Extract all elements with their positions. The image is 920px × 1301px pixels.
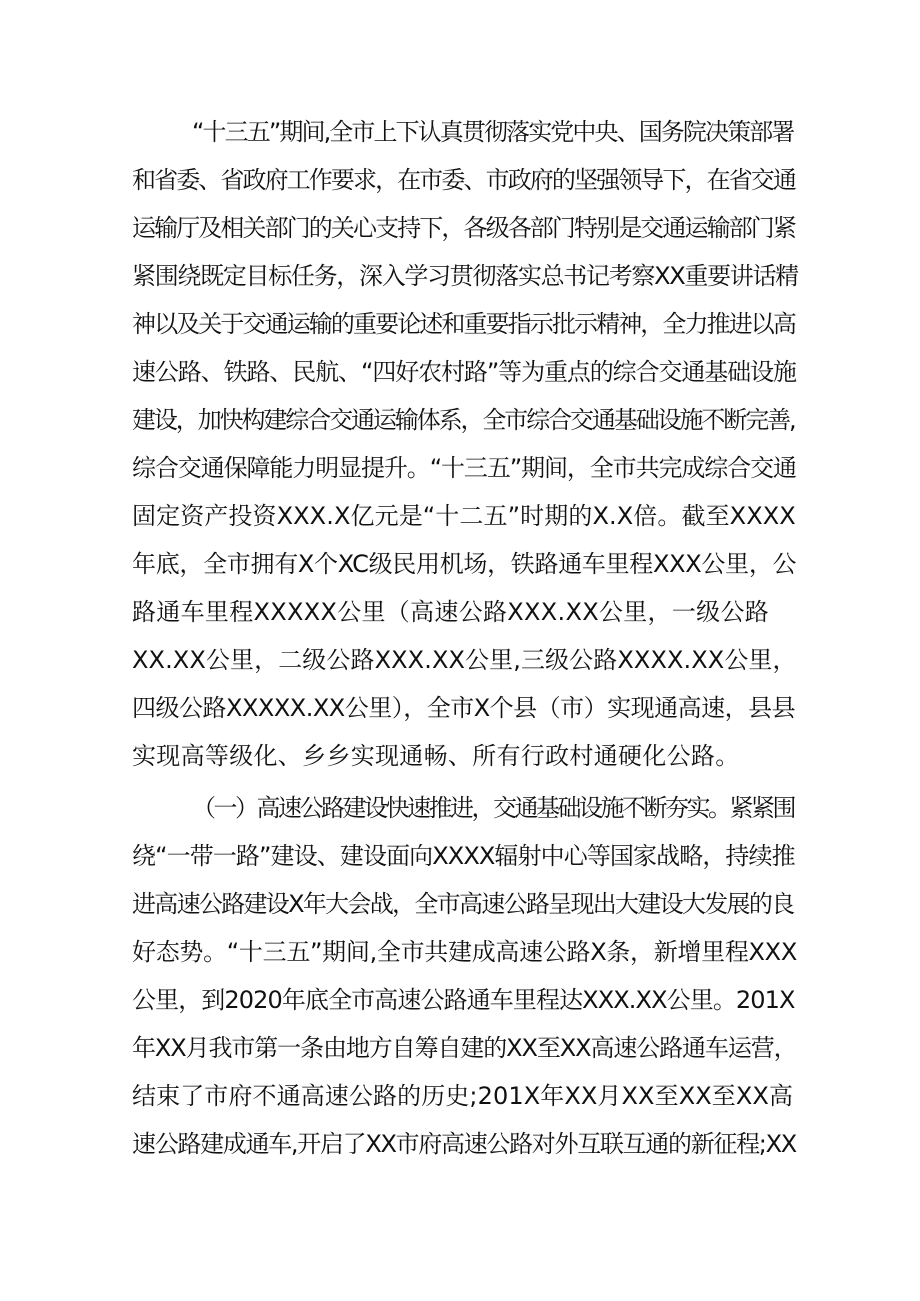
text-line: “十三五”期间,全市上下认真贯彻落实党中央、国务院决策部署: [192, 118, 794, 146]
text-line: 建设，加快构建综合交通运输体系，全市综合交通基础设施不断完善,: [132, 406, 795, 434]
text-line: 进高速公路建设X年大会战，全市高速公路呈现出大建设大发展的良: [132, 890, 794, 918]
text-line: XX.XX公里，二级公路XXX.XX公里,三级公路XXXX.XX公里，: [132, 646, 797, 674]
text-line: 运输厅及相关部门的关心支持下，各级各部门特别是交通运输部门紧: [132, 214, 795, 242]
text-line: 好态势。“十三五”期间,全市共建成高速公路X条，新增里程XXX: [132, 938, 797, 966]
text-line: 结束了市府不通高速公路的历史;201X年XX月XX至XX至XX高: [132, 1082, 794, 1110]
text-line: 年XX月我市第一条由地方自筹自建的XX至XX高速公路通车运营，: [132, 1034, 797, 1062]
text-line: 速公路建成通车,开启了XX市府高速公路对外互联互通的新征程;XX: [132, 1130, 796, 1158]
text-line: 路通车里程XXXXX公里（高速公路XXX.XX公里，一级公路: [132, 598, 770, 626]
text-line: 固定资产投资XXX.X亿元是“十二五”时期的X.X倍。截至XXXX: [132, 502, 796, 530]
text-line: 实现高等级化、乡乡实现通畅、所有行政村通硬化公路。: [132, 742, 740, 770]
text-line: 紧围绕既定目标任务，深入学习贯彻落实总书记考察XX重要讲话精: [132, 262, 798, 290]
text-line: 年底，全市拥有X个XC级民用机场，铁路通车里程XXX公里，公: [132, 550, 797, 578]
text-line: 绕“一带一路”建设、建设面向XXXX辐射中心等国家战略，持续推: [132, 842, 795, 870]
text-line: 公里，到2020年底全市高速公路通车里程达XXX.XX公里。201X: [132, 986, 795, 1014]
text-line: 速公路、铁路、民航、“四好农村路”等为重点的综合交通基础设施: [132, 358, 796, 386]
text-line: 神以及关于交通运输的重要论述和重要指示批示精神，全力推进以高: [132, 310, 795, 338]
text-line: 和省委、省政府工作要求，在市委、市政府的坚强领导下，在省交通: [132, 166, 795, 194]
text-line: （一）高速公路建设快速推进，交通基础设施不断夯实。紧紧围: [192, 794, 794, 822]
text-line: 四级公路XXXXX.XX公里），全市X个县（市）实现通高速，县县: [132, 694, 796, 722]
text-line: 综合交通保障能力明显提升。“十三五”期间，全市共完成综合交通: [132, 454, 796, 482]
